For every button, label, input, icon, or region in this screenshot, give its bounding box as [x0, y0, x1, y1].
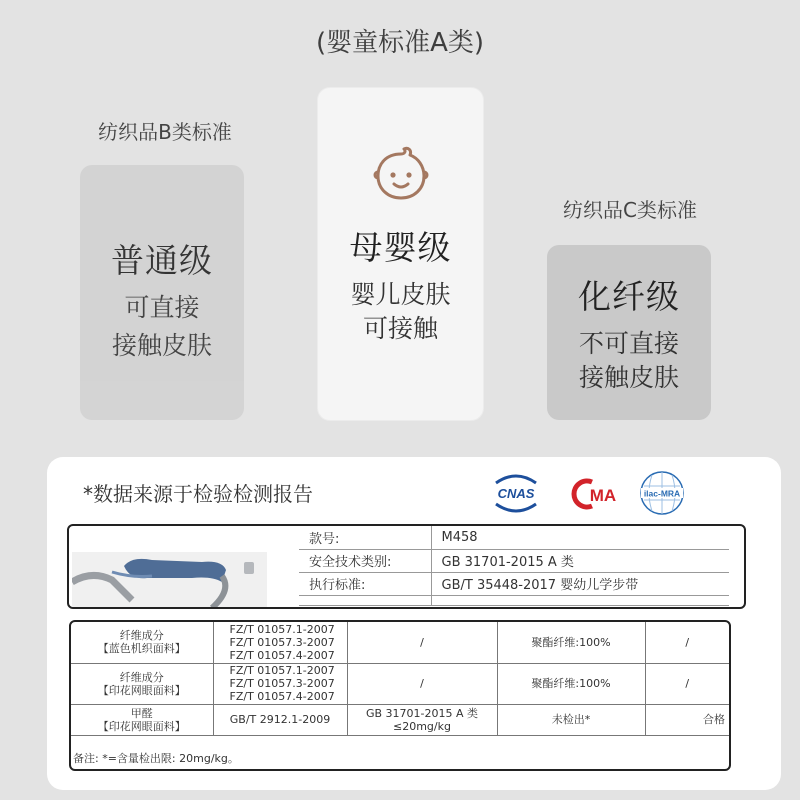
- test-item: [71, 622, 213, 663]
- test-result: 聚酯纤维:100%: [497, 663, 645, 704]
- info-row: [299, 549, 729, 572]
- card-b-grade: 普通级: [111, 241, 213, 280]
- page-title: (婴童标准A类): [315, 28, 485, 58]
- card-c-desc-2: 接触皮肤: [578, 363, 679, 392]
- card-grade-b: [80, 165, 244, 420]
- test-item-material: 【印花网眼面料】: [97, 719, 186, 733]
- standard-line: FZ/T 01057.4-2007: [229, 690, 335, 703]
- standard-line: FZ/T 01057.1-2007: [229, 622, 335, 636]
- test-row: [71, 704, 729, 735]
- ilac-logo-text: ilac-MRA: [643, 488, 681, 499]
- card-grade-c: [547, 245, 711, 420]
- test-result: 聚酯纤维:100%: [497, 622, 645, 663]
- test-standard: [213, 663, 347, 704]
- test-row: [71, 622, 729, 663]
- test-results-box: [69, 620, 731, 771]
- test-verdict: /: [645, 663, 729, 704]
- card-b-desc-1: 可直接: [124, 293, 200, 322]
- product-info-box: [67, 524, 746, 609]
- requirement-line: ≤20mg/kg: [393, 719, 451, 733]
- test-item: [71, 704, 213, 735]
- card-grade-a: [318, 88, 483, 420]
- card-b-desc-2: 接触皮肤: [111, 331, 212, 360]
- card-a-desc-2: 可接触: [362, 314, 438, 343]
- standard-line: FZ/T 01057.3-2007: [229, 677, 335, 690]
- cma-logo-icon: [566, 474, 622, 514]
- test-standard: GB/T 2912.1-2009: [213, 704, 347, 735]
- info-value: GB/T 35448-2017 婴幼儿学步带: [431, 572, 729, 595]
- info-key: 款号:: [299, 526, 431, 549]
- card-c-label: 纺织品C类标准: [563, 198, 697, 222]
- test-results-table: [71, 622, 729, 736]
- test-item: [71, 663, 213, 704]
- info-key: 安全技术类别:: [299, 549, 431, 572]
- requirement-line: GB 31701-2015 A 类: [365, 706, 479, 720]
- standard-line: FZ/T 01057.4-2007: [229, 648, 335, 662]
- test-item-name: 甲醛: [130, 706, 153, 720]
- test-verdict: 合格: [645, 704, 729, 735]
- test-result: 未检出*: [497, 704, 645, 735]
- product-photo: [72, 552, 267, 608]
- test-standard: [213, 622, 347, 663]
- test-item-name: 纤维成分: [119, 670, 164, 684]
- test-item-name: 纤维成分: [119, 629, 164, 643]
- info-value: M458: [431, 526, 729, 549]
- standard-line: FZ/T 01057.3-2007: [229, 635, 335, 649]
- info-key: 执行标准:: [299, 572, 431, 595]
- ilac-mra-logo-icon: [638, 470, 686, 516]
- standard-line: FZ/T 01057.1-2007: [229, 664, 335, 677]
- test-item-material: 【蓝色机织面料】: [97, 642, 186, 656]
- test-requirement: [347, 704, 497, 735]
- card-a-grade: 母婴级: [349, 228, 452, 267]
- cnas-logo-icon: [488, 471, 544, 515]
- info-row: [299, 572, 729, 595]
- test-requirement: /: [347, 622, 497, 663]
- card-c-desc-1: 不可直接: [578, 329, 679, 358]
- source-note: *数据来源于检验检测报告: [83, 482, 313, 506]
- cma-logo-text: MA: [589, 486, 617, 505]
- baby-face-icon: [372, 144, 430, 202]
- test-item-material: 【印花网眼面料】: [97, 683, 186, 697]
- product-info-table: [299, 526, 729, 606]
- test-row: [71, 663, 729, 704]
- card-b-label: 纺织品B类标准: [98, 120, 232, 144]
- test-verdict: /: [645, 622, 729, 663]
- footnote: 备注: *=含量检出限: 20mg/kg。: [73, 752, 239, 765]
- info-row: [299, 526, 729, 549]
- cnas-logo-text: CNAS: [497, 486, 535, 501]
- info-value: GB 31701-2015 A 类: [431, 549, 729, 572]
- card-c-grade: 化纤级: [578, 277, 680, 316]
- card-a-desc-1: 婴儿皮肤: [350, 280, 451, 309]
- test-requirement: /: [347, 663, 497, 704]
